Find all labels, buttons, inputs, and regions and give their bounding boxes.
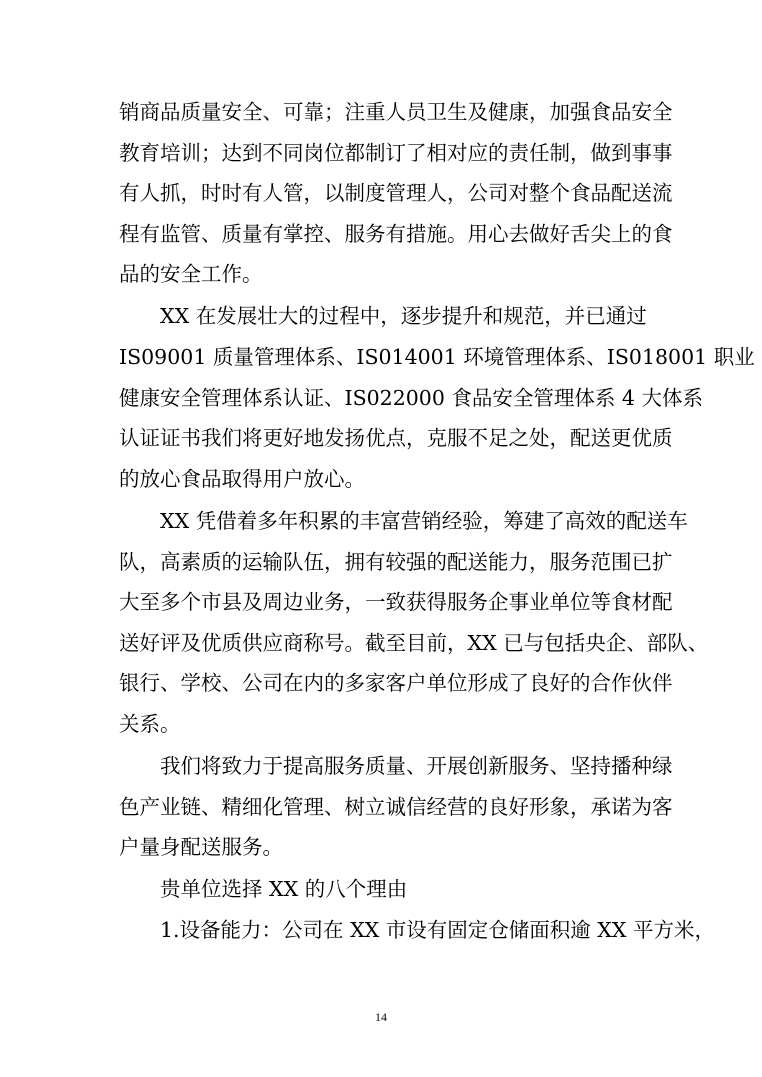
text-line: 教育培训；达到不同岗位都制订了相对应的责任制，做到事事 [119,141,673,165]
section-heading: 贵单位选择 XX 的八个理由 [160,877,408,901]
text-line: 队，高素质的运输队伍，拥有较强的配送能力，服务范围已扩 [119,550,673,574]
text-line: XX 在发展壮大的过程中，逐步提升和规范，并已通过 [160,304,647,328]
text-line: 户量身配送服务。 [119,835,283,859]
text-line: 银行、学校、公司在内的多家客户单位形成了良好的合作伙伴 [119,671,673,695]
text-line: 程有监管、质量有掌控、服务有措施。用心去做好舌尖上的食 [119,222,673,246]
text-line: 有人抓，时时有人管，以制度管理人，公司对整个食品配送流 [119,181,673,205]
text-line: XX 凭借着多年积累的丰富营销经验，筹建了高效的配送车 [160,509,688,533]
text-line: 的放心食品取得用户放心。 [119,467,365,491]
text-line: 色产业链、精细化管理、树立诚信经营的良好形象，承诺为客 [119,795,673,819]
text-line: 大至多个市县及周边业务，一致获得服务企事业单位等食材配 [119,590,673,614]
text-line: 品的安全工作。 [119,262,263,286]
text-line: 销商品质量安全、可靠；注重人员卫生及健康，加强食品安全 [119,100,673,124]
text-line: 认证证书我们将更好地发扬优点，克服不足之处，配送更优质 [119,426,673,450]
text-line: 我们将致力于提高服务质量、开展创新服务、坚持播种绿 [160,754,673,778]
text-line: 关系。 [119,712,181,736]
text-line: 健康安全管理体系认证、IS022000 食品安全管理体系 4 大体系 [119,386,703,410]
text-line: IS09001 质量管理体系、IS014001 环境管理体系、IS018001 职业 [119,345,755,369]
list-item: 1.设备能力：公司在 XX 市设有固定仓储面积逾 XX 平方米， [160,918,716,942]
text-line: 送好评及优质供应商称号。截至目前，XX 已与包括央企、部队、 [119,631,709,655]
page-number: 14 [375,1010,387,1024]
